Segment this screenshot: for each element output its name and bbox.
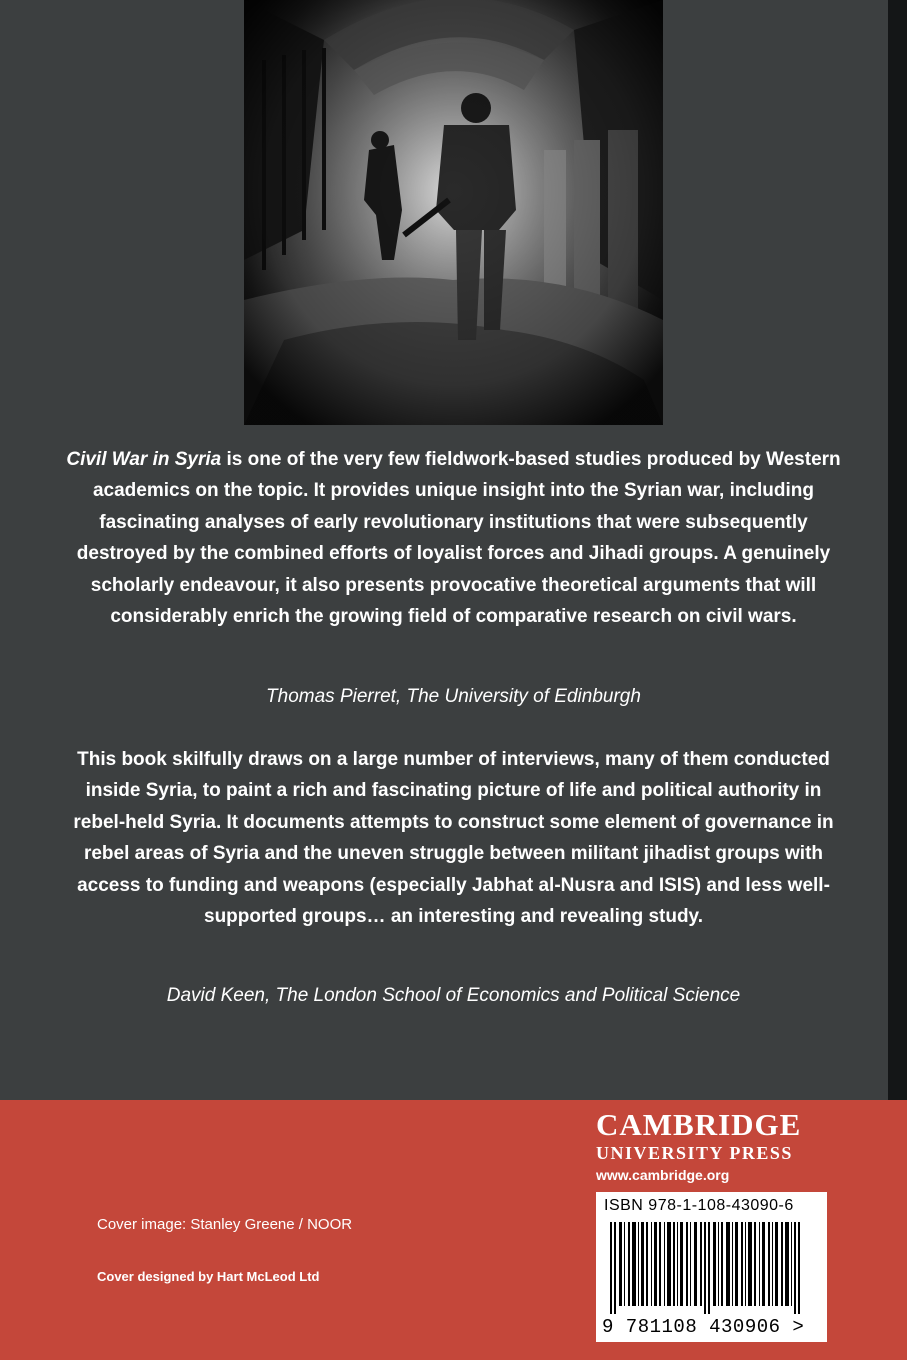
quote-2-attribution: David Keen, The London School of Economics and Political Science: [166, 985, 741, 1006]
book-title: Civil War in Syria: [66, 449, 222, 470]
publisher-url: www.cambridge.org: [596, 1167, 730, 1183]
cover-image-credit: Cover image: Stanley Greene / NOOR: [97, 1216, 353, 1233]
soldier-in-souq-image: [244, 0, 663, 425]
spine-edge: [888, 0, 907, 1100]
cover-photo: [244, 0, 663, 425]
isbn-label: ISBN 978-1-108-43090-6: [604, 1197, 794, 1214]
publisher-logo: [596, 1108, 826, 1186]
quote-2-text: This book skilfully draws on a large number of interviews, many of them conducted inside Syria, to paint a rich and fascinating picture of life and political authority in rebel-held Syria. It documents attempts to construct some element of governance in rebel areas of Syria and the uneven struggle between militant jihadist groups with access to funding and weapons (especially Jabhat al-Nusra and ISIS) and less well-supported groups… an interesting and revealing study.: [73, 749, 834, 928]
quote-1-text: [60, 444, 847, 632]
quote-1-body: is one of the very few fieldwork-based studies produced by Western academics on the topic. It provides unique insight into the Syrian war, including fascinating analyses of early revolutionary institutions that were subsequently destroyed by the combined efforts of loyalist forces and Jihadi groups. A genuinely scholarly endeavour, it also presents provocative theoretical arguments that will considerably enrich the growing field of comparative research on civil wars.: [76, 449, 841, 628]
publisher-name: CAMBRIDGE: [596, 1107, 802, 1142]
barcode-icon: [610, 1222, 815, 1314]
barcode-box: [596, 1192, 827, 1342]
barcode-digits: 9 781108 430906 >: [602, 1316, 805, 1338]
cover-design-credit: Cover designed by Hart McLeod Ltd: [97, 1269, 320, 1284]
quote-1-attribution: Thomas Pierret, The University of Edinburgh: [266, 686, 641, 707]
publisher-press: UNIVERSITY PRESS: [596, 1143, 793, 1163]
